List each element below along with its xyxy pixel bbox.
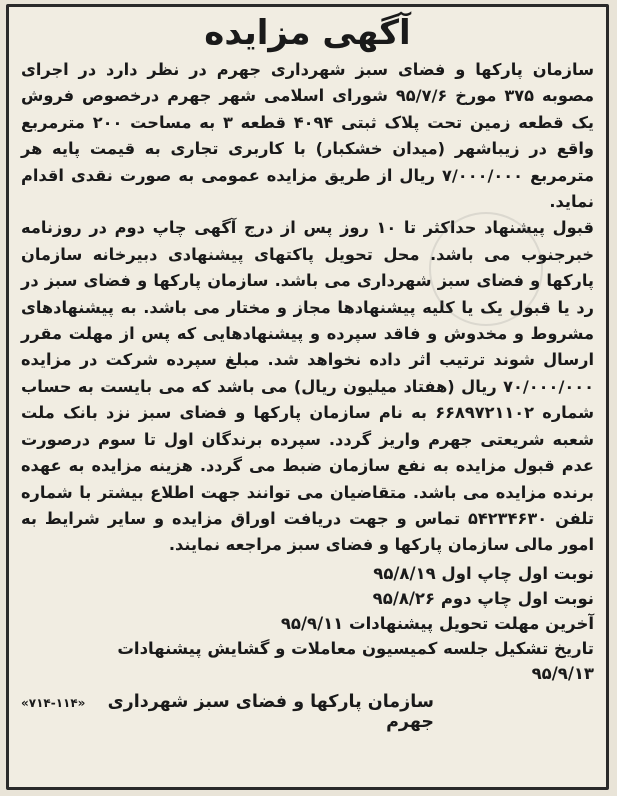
schedule-commission-date: ۹۵/۹/۱۳ <box>531 663 594 683</box>
schedule-second-print: نوبت اول چاپ دوم ۹۵/۸/۲۶ <box>372 588 594 608</box>
notice-footer <box>21 692 594 732</box>
notice-title: آگهی مزایده <box>204 13 411 53</box>
notice-body <box>21 57 594 559</box>
notice-content <box>9 7 606 732</box>
schedule-commission-label: تاریخ تشکیل جلسه کمیسیون معاملات و گشایش پیشنهادات <box>117 638 594 658</box>
schedule-first-print: نوبت اول چاپ اول ۹۵/۸/۱۹ <box>373 563 594 583</box>
notice-clipping <box>6 4 609 790</box>
notice-paragraph-1: سازمان پارکها و فضای سبز شهرداری جهرم در نظر دارد در اجرای مصوبه ۳۷۵ مورخ ۹۵/۷/۶ شورای اسلامی شهر جهرم درخصوص فروش یک قطعه زمین تحت پلاک ثبتی ۴۰۹۴ قطعه ۳ به مساحت ۲۰۰ مترمربع واقع در زیباشهر (میدان خشکبار) با کاربری تجاری به قیمت پایه هر مترمربع ۷/۰۰۰/۰۰۰ ریال از طریق مزایده عمومی به صورت نقدی اقدام نماید. <box>21 60 594 212</box>
notice-signature: سازمان پارکها و فضای سبز شهرداری جهرم <box>107 691 434 732</box>
notice-schedule <box>21 561 594 686</box>
notice-code: «۷۱۴-۱۱۴» <box>21 695 86 710</box>
schedule-deadline: آخرین مهلت تحویل پیشنهادات ۹۵/۹/۱۱ <box>280 613 594 633</box>
notice-paragraph-2: قبول پیشنهاد حداکثر تا ۱۰ روز پس از درج آگهی چاپ دوم در روزنامه خبرجنوب می باشد. محل تحویل پاکتهای پیشنهادی دبیرخانه سازمان پارکها و فضای سبز شهرداری می باشد. سازمان پارکها و فضای سبز در رد یا قبول یک یا کلیه پیشنهادها مجاز و مختار می باشد. به پیشنهادهای مشروط و مخدوش و فاقد سپرده و پیشنهادهایی که پس از مهلت مقرر ارسال شوند ترتیب اثر داده نخواهد شد. مبلغ سپرده شرکت در مزایده ۷۰/۰۰۰/۰۰۰ ریال (هفتاد میلیون ریال) می باشد که می بایست به حساب شماره ۶۶۸۹۷۲۱۱۰۲ به نام سازمان پارکها و فضای سبز نزد بانک ملت شعبه شریعتی جهرم واریز گردد. سپرده برندگان اول تا سوم درصورت عدم قبول مزایده به نفع سازمان ضبط می گردد. هزینه مزایده به عهده برنده مزایده می باشد. متقاضیان می توانند جهت اطلاع بیشتر با شماره تلفن ۵۴۲۳۴۶۳۰ تماس و جهت دریافت اوراق مزایده و سایر شرایط به امور مالی سازمان پارکها و فضای سبز مراجعه نمایند. <box>21 218 594 555</box>
